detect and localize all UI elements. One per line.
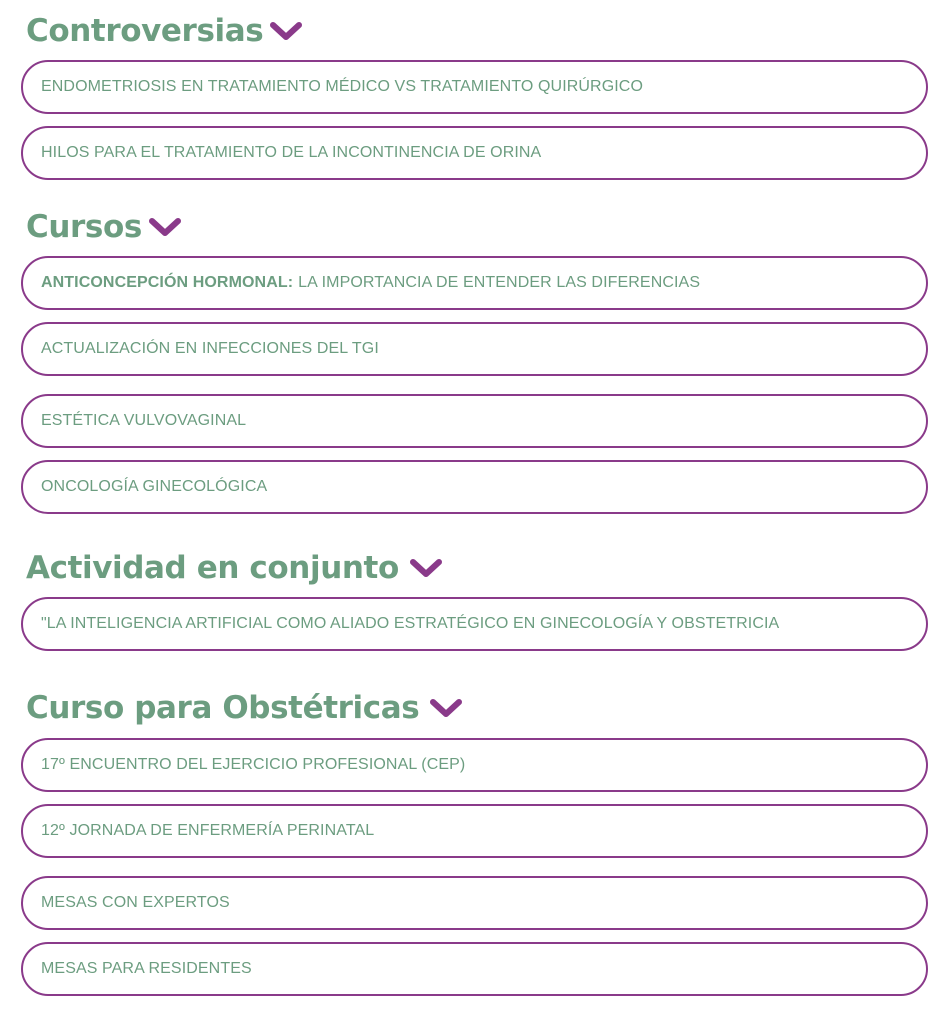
section-heading-controversias[interactable]	[26, 9, 303, 53]
list-item[interactable]	[21, 738, 928, 792]
section-heading-actividad[interactable]	[26, 546, 443, 590]
list-item-label: MESAS PARA RESIDENTES	[41, 960, 252, 977]
list-item-label: ONCOLOGÍA GINECOLÓGICA	[41, 478, 268, 495]
list-item-label: ENDOMETRIOSIS EN TRATAMIENTO MÉDICO VS TRATAMIENTO QUIRÚRGICO	[41, 78, 643, 95]
list-item[interactable]	[21, 60, 928, 114]
list-item[interactable]	[21, 322, 928, 376]
chevron-down-icon[interactable]	[269, 20, 303, 42]
list-item[interactable]	[21, 394, 928, 448]
list-item[interactable]	[21, 597, 928, 651]
section-title: Controversias	[26, 13, 264, 49]
list-item-label: ACTUALIZACIÓN EN INFECCIONES DEL TGI	[41, 340, 379, 357]
list-item-bold: ANTICONCEPCIÓN HORMONAL:	[41, 274, 294, 291]
list-item[interactable]	[21, 460, 928, 514]
list-item-label: HILOS PARA EL TRATAMIENTO DE LA INCONTINENCIA DE ORINA	[41, 144, 542, 161]
list-item-label: LA IMPORTANCIA DE ENTENDER LAS DIFERENCIAS	[298, 274, 701, 291]
list-item[interactable]	[21, 804, 928, 858]
list-item[interactable]	[21, 942, 928, 996]
section-heading-cursos[interactable]	[26, 205, 182, 249]
section-heading-obstetricas[interactable]	[26, 686, 463, 730]
list-item-label: 12º JORNADA DE ENFERMERÍA PERINATAL	[41, 822, 375, 839]
list-item-label: 17º ENCUENTRO DEL EJERCICIO PROFESIONAL (CEP)	[41, 756, 466, 773]
list-item-label: ESTÉTICA VULVOVAGINAL	[41, 412, 247, 429]
section-title: Curso para Obstétricas	[26, 690, 420, 726]
section-title: Cursos	[26, 209, 142, 245]
list-item-label: "LA INTELIGENCIA ARTIFICIAL COMO ALIADO ESTRATÉGICO EN GINECOLOGÍA Y OBSTETRICIA	[41, 615, 780, 632]
chevron-down-icon[interactable]	[409, 557, 443, 579]
section-title: Actividad en conjunto	[26, 550, 399, 586]
list-item[interactable]	[21, 256, 928, 310]
chevron-down-icon[interactable]	[148, 216, 182, 238]
list-item-label: MESAS CON EXPERTOS	[41, 894, 230, 911]
list-item[interactable]	[21, 126, 928, 180]
chevron-down-icon[interactable]	[429, 697, 463, 719]
list-item[interactable]	[21, 876, 928, 930]
